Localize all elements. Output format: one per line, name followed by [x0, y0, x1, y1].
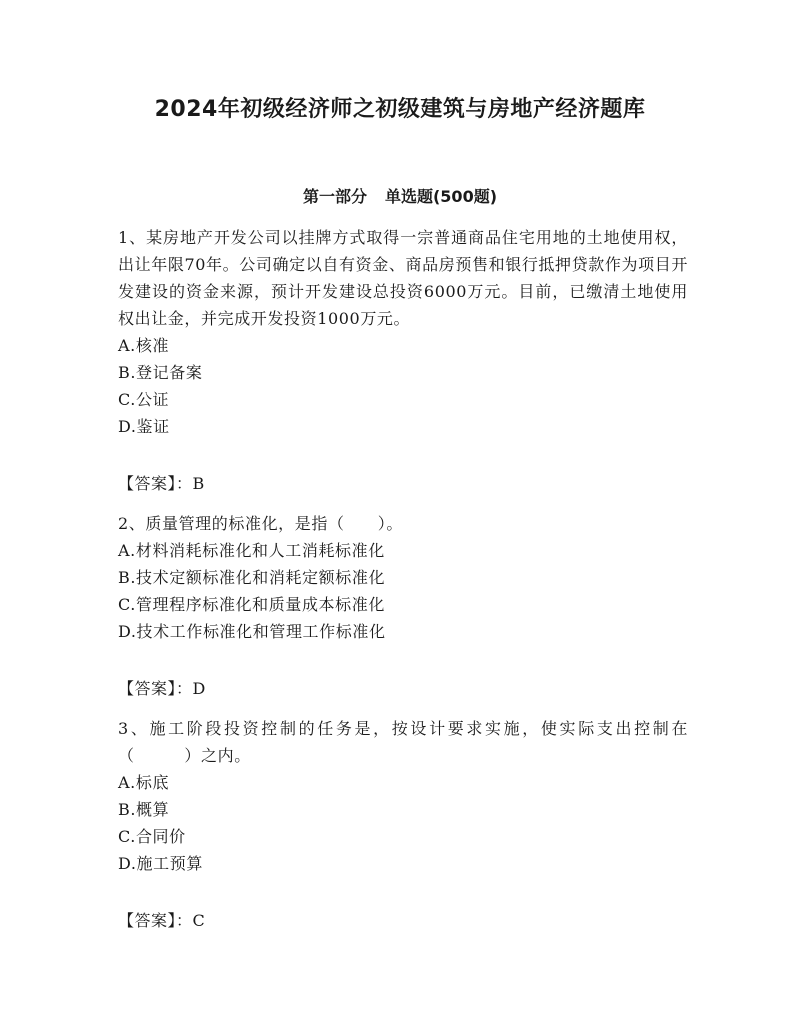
question-2-option-d: D.技术工作标准化和管理工作标准化: [118, 622, 386, 641]
document-title: 2024年初级经济师之初级建筑与房地产经济题库: [154, 97, 646, 122]
question-3-option-b: B.概算: [118, 800, 170, 819]
question-list: [118, 224, 688, 934]
question-1-answer: 【答案】：B: [118, 474, 205, 493]
question-1-stem: 1、某房地产开发公司以挂牌方式取得一宗普通商品住宅用地的土地使用权，出让年限70年。公司确定以自有资金、商品房预售和银行抵押贷款作为项目开发建设的资金来源，预计开发建设总投资6000万元。目前，已缴清土地使用权出让金，并完成开发投资1000万元。: [118, 228, 688, 328]
question-3-stem: 3、施工阶段投资控制的任务是，按设计要求实施，使实际支出控制在（ ）之内。: [118, 719, 688, 765]
section-part-label: 第一部分: [302, 187, 367, 206]
question-2-answer: 【答案】：D: [118, 679, 206, 698]
question-1-option-c: C.公证: [118, 390, 170, 409]
question-1-option-a: A.核准: [118, 336, 170, 355]
question-2-option-b: B.技术定额标准化和消耗定额标准化: [118, 568, 386, 587]
section-heading-label: 单选题(500题): [384, 187, 498, 206]
question-2: [118, 510, 688, 702]
question-3-option-c: C.合同价: [118, 827, 186, 846]
section-heading: [0, 184, 800, 207]
question-2-option-c: C.管理程序标准化和质量成本标准化: [118, 595, 385, 614]
question-3-option-a: A.标底: [118, 773, 170, 792]
question-2-option-a: A.材料消耗标准化和人工消耗标准化: [118, 541, 385, 560]
question-3-answer: 【答案】：C: [118, 911, 206, 930]
question-2-stem: 2、质量管理的标准化，是指（ ）。: [118, 514, 403, 533]
question-1-option-d: D.鉴证: [118, 417, 170, 436]
question-1-option-b: B.登记备案: [118, 363, 203, 382]
question-3: [118, 715, 688, 934]
question-1: [118, 224, 688, 497]
question-3-option-d: D.施工预算: [118, 854, 203, 873]
